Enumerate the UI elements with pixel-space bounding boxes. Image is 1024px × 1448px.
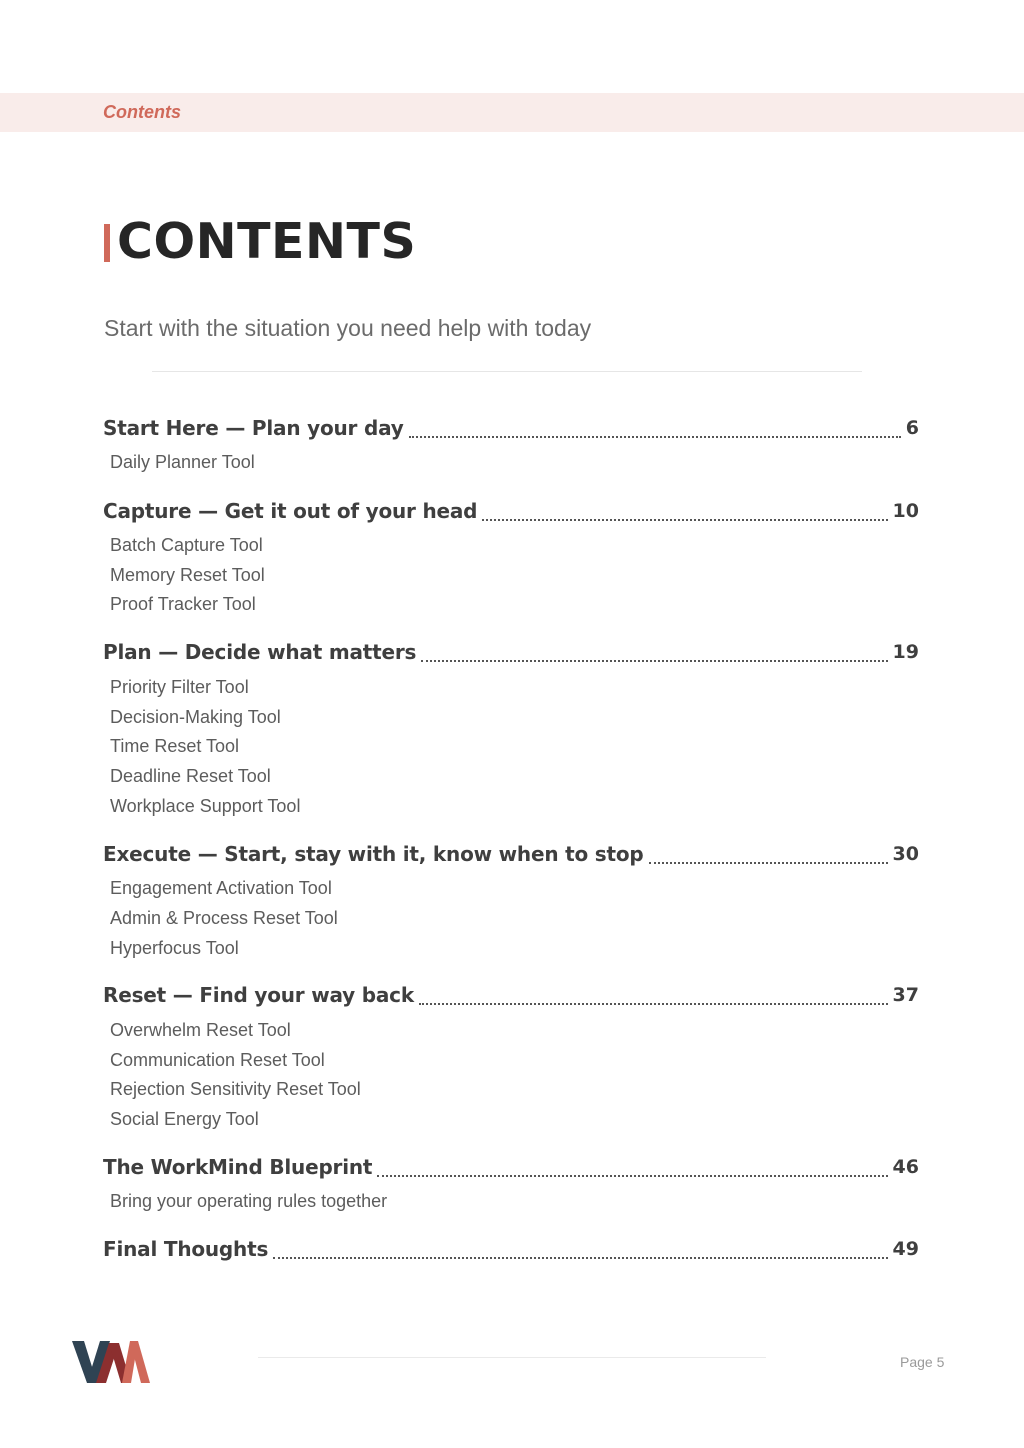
title-accent-bar <box>104 224 110 262</box>
toc-subitem[interactable]: Proof Tracker Tool <box>110 594 256 614</box>
toc-entry-title: The WorkMind Blueprint <box>103 1155 373 1179</box>
toc-page-number: 37 <box>892 984 919 1006</box>
toc-entry-execute[interactable] <box>103 837 919 867</box>
page-subtitle: Start with the situation you need help with today <box>104 315 592 341</box>
toc-page-number: 6 <box>905 417 919 439</box>
toc-subitem[interactable]: Deadline Reset Tool <box>110 766 271 786</box>
toc-leader-dots <box>377 1174 887 1177</box>
toc-entry-capture[interactable] <box>103 494 919 524</box>
toc-entry-title: Final Thoughts <box>103 1237 269 1261</box>
toc-leader-dots <box>273 1256 887 1259</box>
toc-subitem[interactable]: Bring your operating rules together <box>110 1191 388 1211</box>
toc-leader-dots <box>409 435 901 438</box>
toc-entry-title: Capture — Get it out of your head <box>103 499 478 523</box>
page-title: CONTENTS <box>117 213 417 270</box>
toc-page-number: 10 <box>892 500 919 522</box>
toc-subitem[interactable]: Rejection Sensitivity Reset Tool <box>110 1079 361 1099</box>
toc-page-number: 46 <box>892 1156 919 1178</box>
toc-subitem[interactable]: Decision-Making Tool <box>110 707 281 727</box>
toc-entry-title: Plan — Decide what matters <box>103 640 417 664</box>
toc-subitem[interactable]: Social Energy Tool <box>110 1109 259 1129</box>
toc-entry-final-thoughts[interactable] <box>103 1232 919 1262</box>
wm-logo-icon <box>70 1337 152 1385</box>
toc-entry-workmind-blueprint[interactable] <box>103 1150 919 1180</box>
toc-page-number: 49 <box>892 1238 919 1260</box>
section-label: Contents <box>103 102 181 122</box>
toc-subitem[interactable]: Priority Filter Tool <box>110 677 249 697</box>
toc-page-number: 30 <box>892 843 919 865</box>
toc-entry-title: Start Here — Plan your day <box>103 416 404 440</box>
toc-subitem[interactable]: Engagement Activation Tool <box>110 878 332 898</box>
toc-subitem[interactable]: Admin & Process Reset Tool <box>110 908 338 928</box>
toc-entry-title: Reset — Find your way back <box>103 983 414 1007</box>
toc-subitem[interactable]: Communication Reset Tool <box>110 1050 325 1070</box>
toc-subitem[interactable]: Memory Reset Tool <box>110 565 265 585</box>
divider <box>152 371 862 372</box>
toc-subitem[interactable]: Overwhelm Reset Tool <box>110 1020 291 1040</box>
toc-entry-reset[interactable] <box>103 978 919 1008</box>
toc-subitem[interactable]: Batch Capture Tool <box>110 535 263 555</box>
toc-entry-start-here[interactable] <box>103 411 919 441</box>
toc-entry-title: Execute — Start, stay with it, know when to stop <box>103 842 644 866</box>
toc-subitem[interactable]: Daily Planner Tool <box>110 452 255 472</box>
toc-leader-dots <box>421 659 887 662</box>
toc-entry-plan[interactable] <box>103 635 919 665</box>
toc-page-number: 19 <box>892 641 919 663</box>
footer-divider <box>258 1357 766 1358</box>
toc-leader-dots <box>419 1002 888 1005</box>
toc-subitem[interactable]: Workplace Support Tool <box>110 796 301 816</box>
toc-leader-dots <box>482 518 887 521</box>
toc-subitem[interactable]: Hyperfocus Tool <box>110 938 239 958</box>
toc-leader-dots <box>649 861 888 864</box>
page-number: Page 5 <box>900 1354 945 1370</box>
toc-subitem[interactable]: Time Reset Tool <box>110 736 240 756</box>
